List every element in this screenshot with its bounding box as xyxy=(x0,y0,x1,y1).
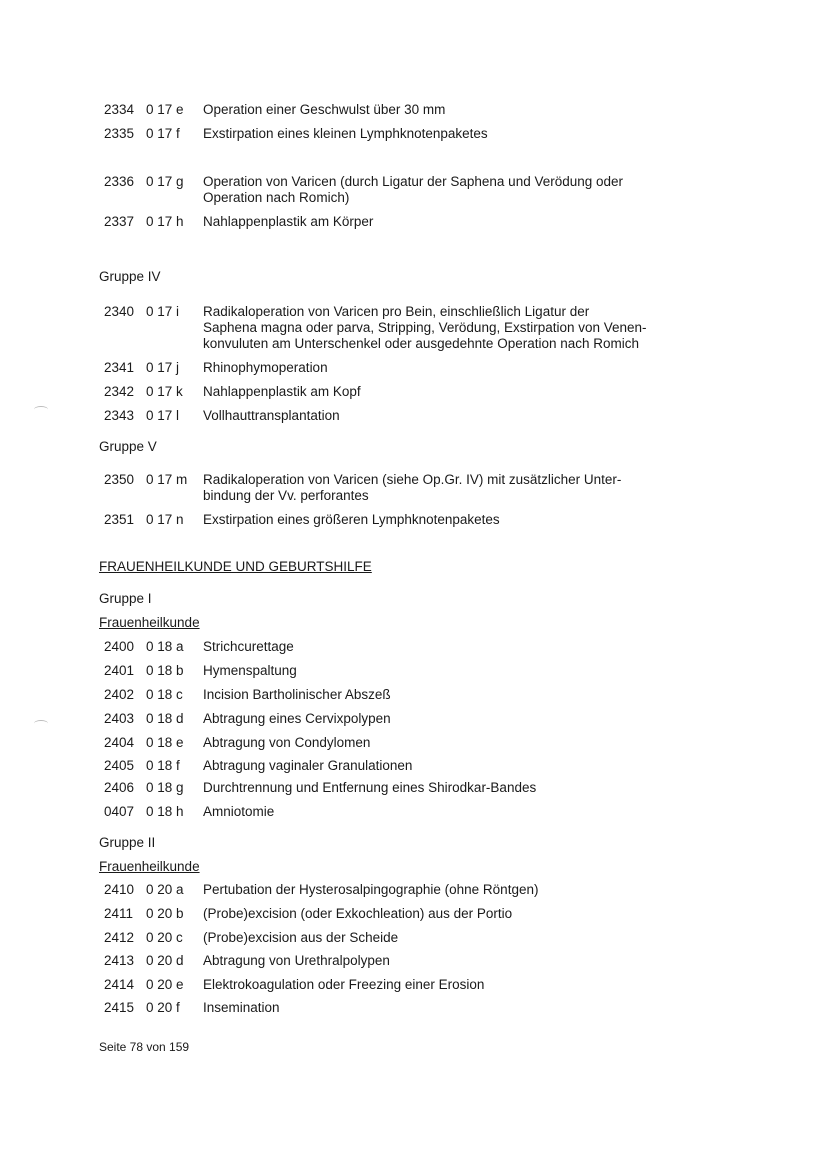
entry-number: 2336 xyxy=(104,174,135,189)
entry-code: 0 17 n xyxy=(146,512,184,527)
entry-text-continued: Saphena magna oder parva, Stripping, Verödung, Exstirpation von Venen- xyxy=(203,320,647,335)
entry-text-continued: konvuluten am Unterschenkel oder ausgedehnte Operation nach Romich xyxy=(203,336,640,351)
entry-text: Insemination xyxy=(203,1000,280,1015)
entry-number: 2405 xyxy=(104,758,135,773)
entry-code: 0 17 j xyxy=(146,360,180,375)
entry-text: Abtragung eines Cervixpolypen xyxy=(203,711,391,726)
entry-code: 0 18 d xyxy=(146,711,184,726)
entry-text: Exstirpation eines kleinen Lymphknotenpaketes xyxy=(203,126,488,141)
subsection-heading: Frauenheilkunde xyxy=(99,615,200,630)
entry-number: 2341 xyxy=(104,360,135,375)
entry-number: 0407 xyxy=(104,804,135,819)
entry-text: Abtragung von Condylomen xyxy=(203,735,371,750)
entry-text: Nahlappenplastik am Kopf xyxy=(203,384,361,399)
entry-number: 2335 xyxy=(104,126,135,141)
entry-code: 0 17 e xyxy=(146,102,184,117)
entry-text: Nahlappenplastik am Körper xyxy=(203,214,374,229)
entry-text: Incision Bartholinischer Abszeß xyxy=(203,687,391,702)
entry-number: 2334 xyxy=(104,102,135,117)
group-heading: Gruppe V xyxy=(99,439,157,454)
entry-code: 0 18 e xyxy=(146,735,184,750)
entry-number: 2413 xyxy=(104,953,135,968)
page-footer: Seite 78 von 159 xyxy=(99,1040,190,1054)
entry-number: 2410 xyxy=(104,882,135,897)
entry-number: 2400 xyxy=(104,639,135,654)
entry-text: Elektrokoagulation oder Freezing einer Erosion xyxy=(203,977,485,992)
entry-text: Vollhauttransplantation xyxy=(203,408,340,423)
entry-number: 2343 xyxy=(104,408,135,423)
entry-code: 0 18 f xyxy=(146,758,180,773)
entry-number: 2414 xyxy=(104,977,135,992)
entry-code: 0 20 d xyxy=(146,953,184,968)
entry-text: (Probe)excision (oder Exkochleation) aus der Portio xyxy=(203,906,513,921)
punch-mark xyxy=(34,406,48,413)
entry-number: 2342 xyxy=(104,384,135,399)
entry-text: Abtragung von Urethralpolypen xyxy=(203,953,390,968)
entry-code: 0 17 i xyxy=(146,304,180,319)
entry-text: Exstirpation eines größeren Lymphknotenpaketes xyxy=(203,512,500,527)
entry-number: 2412 xyxy=(104,930,135,945)
entry-text: Operation von Varicen (durch Ligatur der Saphena und Verödung oder xyxy=(203,174,624,189)
entry-code: 0 17 k xyxy=(146,384,183,399)
entry-number: 2404 xyxy=(104,735,135,750)
entry-text: Amniotomie xyxy=(203,804,275,819)
entry-code: 0 17 h xyxy=(146,214,184,229)
entry-text: Strichcurettage xyxy=(203,639,294,654)
entry-code: 0 18 g xyxy=(146,780,184,795)
entry-number: 2411 xyxy=(104,906,134,921)
entry-code: 0 17 m xyxy=(146,472,188,487)
entry-number: 2415 xyxy=(104,1000,135,1015)
entry-text: Abtragung vaginaler Granulationen xyxy=(203,758,413,773)
group-heading: Gruppe I xyxy=(99,591,152,606)
entry-code: 0 20 b xyxy=(146,906,184,921)
entry-text: Pertubation der Hysterosalpingographie (ohne Röntgen) xyxy=(203,882,539,897)
entry-number: 2403 xyxy=(104,711,135,726)
entry-text: Rhinophymoperation xyxy=(203,360,328,375)
entry-number: 2337 xyxy=(104,214,135,229)
group-heading: Gruppe IV xyxy=(99,269,161,284)
punch-mark xyxy=(34,720,48,727)
entry-text: Radikaloperation von Varicen (siehe Op.Gr. IV) mit zusätzlicher Unter- xyxy=(203,472,622,487)
entry-text-continued: bindung der Vv. perforantes xyxy=(203,488,369,503)
entry-number: 2406 xyxy=(104,780,135,795)
entry-code: 0 18 b xyxy=(146,663,184,678)
entry-code: 0 20 f xyxy=(146,1000,180,1015)
entry-code: 0 18 h xyxy=(146,804,184,819)
entry-code: 0 18 c xyxy=(146,687,183,702)
entry-text: Hymenspaltung xyxy=(203,663,297,678)
entry-text: Durchtrennung und Entfernung eines Shirodkar-Bandes xyxy=(203,780,537,795)
entry-number: 2401 xyxy=(104,663,135,678)
entry-code: 0 18 a xyxy=(146,639,184,654)
subsection-heading: Frauenheilkunde xyxy=(99,859,200,874)
entry-code: 0 20 e xyxy=(146,977,184,992)
entry-code: 0 20 a xyxy=(146,882,184,897)
section-heading: FRAUENHEILKUNDE UND GEBURTSHILFE xyxy=(99,559,372,574)
entry-code: 0 20 c xyxy=(146,930,183,945)
entry-text: Operation einer Geschwulst über 30 mm xyxy=(203,102,446,117)
entry-number: 2402 xyxy=(104,687,135,702)
entry-text: (Probe)excision aus der Scheide xyxy=(203,930,399,945)
entry-number: 2350 xyxy=(104,472,135,487)
entry-code: 0 17 g xyxy=(146,174,184,189)
entry-code: 0 17 f xyxy=(146,126,180,141)
group-heading: Gruppe II xyxy=(99,835,156,850)
entry-number: 2340 xyxy=(104,304,135,319)
entry-number: 2351 xyxy=(104,512,135,527)
entry-code: 0 17 l xyxy=(146,408,180,423)
entry-text-continued: Operation nach Romich) xyxy=(203,190,350,205)
entry-text: Radikaloperation von Varicen pro Bein, einschließlich Ligatur der xyxy=(203,304,590,319)
